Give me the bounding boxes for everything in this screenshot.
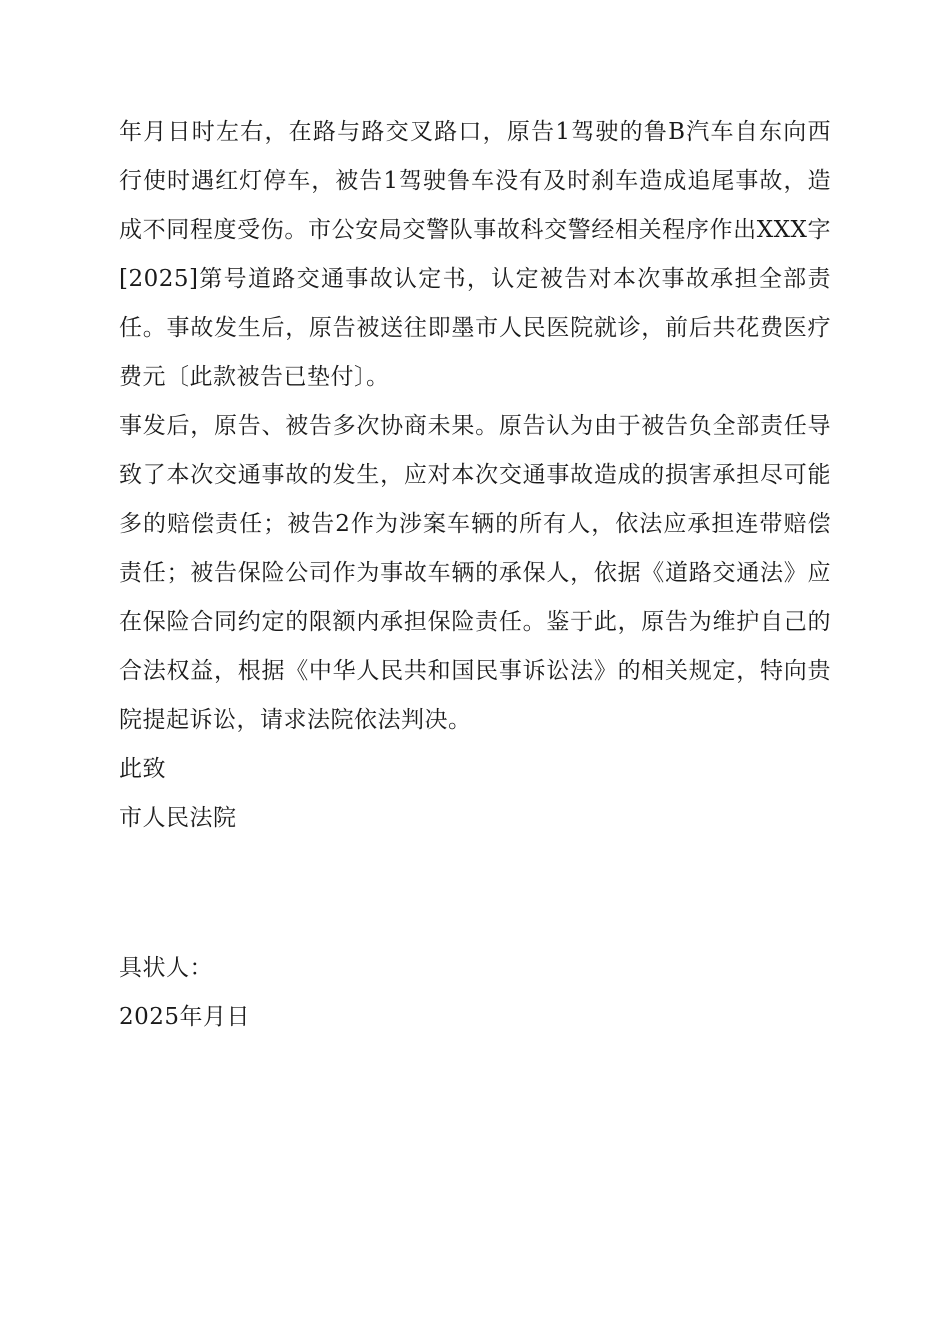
signature-label: 具状人： [119, 955, 213, 981]
document-body [119, 108, 831, 1042]
closing-salutation: 此致 [119, 756, 166, 782]
paragraph-claims: 事发后，原告、被告多次协商未果。原告认为由于被告负全部责任导致了本次交通事故的发生，应对本次交通事故造成的损害承担尽可能多的赔偿责任；被告2作为涉案车辆的所有人，依法应承担连带赔偿责任；被告保险公司作为事故车辆的承保人，依据《道路交通法》应在保险合同约定的限额内承担保险责任。鉴于此，原告为维护自己的合法权益，根据《中华人民共和国民事诉讼法》的相关规定，特向贵院提起诉讼，请求法院依法判决。 [119, 413, 831, 733]
signature-spacer [119, 843, 831, 944]
document-date: 2025年月日 [119, 1004, 251, 1030]
paragraph-accident-facts: 年月日时左右，在路与路交叉路口，原告1驾驶的鲁B汽车自东向西行使时遇红灯停车，被告1驾驶鲁车没有及时刹车造成追尾事故，造成不同程度受伤。市公安局交警队事故科交警经相关程序作出XXX字[2025]第号道路交通事故认定书，认定被告对本次事故承担全部责任。事故发生后，原告被送往即墨市人民医院就诊，前后共花费医疗费元〔此款被告已垫付〕。 [119, 119, 831, 390]
recipient-court: 市人民法院 [119, 805, 237, 831]
